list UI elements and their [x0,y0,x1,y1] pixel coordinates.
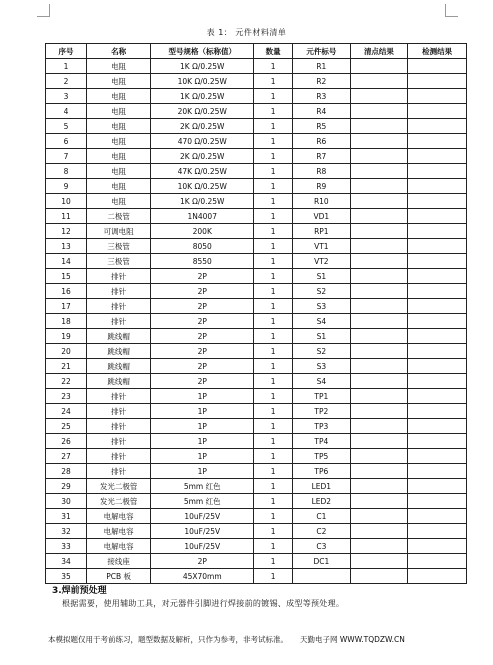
cell-name: 电阻 [86,104,150,119]
cell-ref: LED2 [293,494,351,509]
table-row [46,434,467,449]
cell-spec: 1P [151,464,254,479]
col-header-qty: 数量 [254,44,293,59]
cell-no: 2 [46,74,87,89]
cell-count-result [350,359,408,374]
cell-count-result [350,569,408,584]
cell-name: 电阻 [86,149,150,164]
section-title: 3.焊前预处理 [52,586,107,596]
cell-name: 电阻 [86,194,150,209]
table-row [46,299,467,314]
cell-spec: 1P [151,404,254,419]
cell-name: 电阻 [86,164,150,179]
cell-test-result [408,539,467,554]
table-row [46,554,467,569]
cell-test-result [408,554,467,569]
cell-ref: VD1 [293,209,351,224]
crop-mark-top-right [445,4,458,17]
cell-qty: 1 [254,194,293,209]
cell-count-result [350,59,408,74]
table-row [46,524,467,539]
cell-no: 14 [46,254,87,269]
cell-test-result [408,479,467,494]
cell-ref: VT2 [293,254,351,269]
cell-spec: 10uF/25V [151,509,254,524]
cell-no: 21 [46,359,87,374]
cell-count-result [350,389,408,404]
cell-no: 4 [46,104,87,119]
cell-qty: 1 [254,209,293,224]
table-row [46,314,467,329]
cell-qty: 1 [254,179,293,194]
cell-ref: S4 [293,374,351,389]
cell-no: 3 [46,89,87,104]
cell-test-result [408,254,467,269]
table-row [46,569,467,584]
cell-qty: 1 [254,434,293,449]
cell-test-result [408,434,467,449]
table-row [46,179,467,194]
cell-spec: 200K [151,224,254,239]
cell-test-result [408,299,467,314]
cell-qty: 1 [254,449,293,464]
cell-no: 29 [46,479,87,494]
crop-mark-top-left [37,4,50,17]
cell-spec: 2P [151,284,254,299]
cell-spec: 20K Ω/0.25W [151,104,254,119]
cell-qty: 1 [254,134,293,149]
cell-ref: R10 [293,194,351,209]
cell-test-result [408,344,467,359]
table-row [46,509,467,524]
cell-qty: 1 [254,569,293,584]
cell-ref: S1 [293,329,351,344]
table-row [46,119,467,134]
table-row [46,74,467,89]
cell-qty: 1 [254,239,293,254]
cell-name: PCB 板 [86,569,150,584]
cell-no: 32 [46,524,87,539]
cell-qty: 1 [254,149,293,164]
cell-count-result [350,209,408,224]
cell-spec: 1P [151,419,254,434]
table-row [46,104,467,119]
cell-test-result [408,449,467,464]
table-row [46,89,467,104]
cell-spec: 2P [151,359,254,374]
cell-ref: S1 [293,269,351,284]
cell-test-result [408,59,467,74]
cell-name: 排针 [86,389,150,404]
cell-test-result [408,89,467,104]
cell-name: 排针 [86,284,150,299]
cell-spec: 2K Ω/0.25W [151,119,254,134]
cell-name: 跳线帽 [86,344,150,359]
cell-test-result [408,329,467,344]
col-header-spec: 型号规格（标称值） [151,44,254,59]
table-row [46,224,467,239]
cell-spec: 470 Ω/0.25W [151,134,254,149]
cell-count-result [350,299,408,314]
cell-name: 三极管 [86,239,150,254]
table-row [46,479,467,494]
cell-ref: TP3 [293,419,351,434]
cell-spec: 10uF/25V [151,524,254,539]
cell-no: 33 [46,539,87,554]
cell-no: 22 [46,374,87,389]
cell-count-result [350,539,408,554]
table-row [46,269,467,284]
cell-count-result [350,494,408,509]
cell-count-result [350,89,408,104]
cell-test-result [408,494,467,509]
cell-test-result [408,104,467,119]
cell-ref: TP5 [293,449,351,464]
cell-name: 发光二极管 [86,494,150,509]
cell-spec: 2P [151,329,254,344]
component-list-table [45,43,467,584]
cell-no: 35 [46,569,87,584]
cell-qty: 1 [254,59,293,74]
cell-test-result [408,419,467,434]
cell-test-result [408,509,467,524]
cell-ref: R1 [293,59,351,74]
cell-test-result [408,284,467,299]
cell-ref: R6 [293,134,351,149]
col-header-no: 序号 [46,44,87,59]
cell-test-result [408,119,467,134]
cell-ref: R2 [293,74,351,89]
cell-ref: TP4 [293,434,351,449]
cell-ref: S3 [293,299,351,314]
cell-spec: 1P [151,434,254,449]
cell-spec: 2P [151,269,254,284]
cell-test-result [408,179,467,194]
cell-no: 13 [46,239,87,254]
cell-name: 电阻 [86,89,150,104]
cell-ref: C3 [293,539,351,554]
cell-name: 电阻 [86,119,150,134]
cell-no: 34 [46,554,87,569]
cell-qty: 1 [254,89,293,104]
cell-qty: 1 [254,299,293,314]
cell-ref: R4 [293,104,351,119]
cell-spec: 10uF/25V [151,539,254,554]
cell-no: 17 [46,299,87,314]
cell-no: 8 [46,164,87,179]
cell-name: 电阻 [86,74,150,89]
cell-no: 9 [46,179,87,194]
cell-name: 电阻 [86,59,150,74]
cell-count-result [350,524,408,539]
cell-name: 三极管 [86,254,150,269]
footer-note: 本模拟题仅用于考前练习，题型数据及解析，只作为参考，非考试标准。 [48,635,288,644]
cell-count-result [350,374,408,389]
cell-qty: 1 [254,254,293,269]
cell-qty: 1 [254,359,293,374]
table-row [46,59,467,74]
cell-name: 排针 [86,269,150,284]
cell-count-result [350,434,408,449]
cell-spec: 1K Ω/0.25W [151,59,254,74]
cell-qty: 1 [254,344,293,359]
cell-count-result [350,344,408,359]
cell-name: 电阻 [86,179,150,194]
table-row [46,344,467,359]
cell-count-result [350,239,408,254]
cell-spec: 2P [151,344,254,359]
cell-ref: TP1 [293,389,351,404]
table-row [46,209,467,224]
cell-name: 电解电容 [86,539,150,554]
cell-name: 跳线帽 [86,329,150,344]
cell-ref: R3 [293,89,351,104]
cell-spec: 2P [151,554,254,569]
cell-count-result [350,419,408,434]
table-caption: 表 1： 元件材料清单 [206,28,287,37]
cell-qty: 1 [254,539,293,554]
table-row [46,539,467,554]
cell-name: 接线座 [86,554,150,569]
cell-name: 排针 [86,434,150,449]
cell-test-result [408,314,467,329]
cell-qty: 1 [254,524,293,539]
cell-qty: 1 [254,269,293,284]
cell-count-result [350,179,408,194]
cell-count-result [350,554,408,569]
cell-ref: TP2 [293,404,351,419]
cell-name: 排针 [86,299,150,314]
cell-no: 27 [46,449,87,464]
cell-test-result [408,569,467,584]
col-header-test-result: 检测结果 [408,44,467,59]
cell-no: 5 [46,119,87,134]
cell-spec: 2P [151,299,254,314]
cell-count-result [350,404,408,419]
cell-qty: 1 [254,119,293,134]
cell-qty: 1 [254,164,293,179]
cell-spec: 2K Ω/0.25W [151,149,254,164]
cell-ref: RP1 [293,224,351,239]
cell-ref: R5 [293,119,351,134]
cell-name: 排针 [86,314,150,329]
cell-count-result [350,449,408,464]
section-text: 根据需要，使用辅助工具，对元器件引脚进行焊接前的镀锡、成型等预处理。 [62,599,345,608]
col-header-count-result: 清点结果 [350,44,408,59]
col-header-ref: 元件标号 [293,44,351,59]
cell-no: 24 [46,404,87,419]
cell-ref: S4 [293,314,351,329]
cell-test-result [408,524,467,539]
cell-spec: 1P [151,449,254,464]
cell-qty: 1 [254,329,293,344]
cell-spec: 1N4007 [151,209,254,224]
cell-count-result [350,254,408,269]
table-row [46,164,467,179]
cell-count-result [350,104,408,119]
cell-no: 19 [46,329,87,344]
cell-name: 二极管 [86,209,150,224]
table-row [46,374,467,389]
cell-qty: 1 [254,554,293,569]
table-row [46,254,467,269]
cell-name: 电阻 [86,134,150,149]
table-row [46,284,467,299]
col-header-name: 名称 [86,44,150,59]
cell-qty: 1 [254,314,293,329]
cell-ref: S2 [293,344,351,359]
cell-name: 排针 [86,464,150,479]
cell-count-result [350,509,408,524]
page-footer [48,634,405,645]
cell-test-result [408,74,467,89]
cell-test-result [408,464,467,479]
cell-count-result [350,119,408,134]
table-row [46,359,467,374]
cell-qty: 1 [254,464,293,479]
cell-name: 电解电容 [86,524,150,539]
cell-no: 16 [46,284,87,299]
cell-spec: 1K Ω/0.25W [151,89,254,104]
table-header-row [46,44,467,59]
cell-qty: 1 [254,74,293,89]
cell-name: 排针 [86,449,150,464]
cell-ref: LED1 [293,479,351,494]
table-row [46,239,467,254]
cell-ref: S3 [293,359,351,374]
cell-ref: DC1 [293,554,351,569]
cell-spec: 5mm 红色 [151,479,254,494]
cell-spec: 2P [151,374,254,389]
cell-test-result [408,404,467,419]
cell-ref: C2 [293,524,351,539]
cell-no: 12 [46,224,87,239]
cell-qty: 1 [254,404,293,419]
cell-ref: S2 [293,284,351,299]
cell-test-result [408,269,467,284]
cell-qty: 1 [254,224,293,239]
cell-no: 6 [46,134,87,149]
cell-count-result [350,194,408,209]
table-row [46,329,467,344]
cell-qty: 1 [254,284,293,299]
cell-spec: 10K Ω/0.25W [151,179,254,194]
cell-name: 排针 [86,404,150,419]
cell-no: 1 [46,59,87,74]
cell-ref [293,569,351,584]
cell-ref: R7 [293,149,351,164]
cell-count-result [350,284,408,299]
cell-spec: 10K Ω/0.25W [151,74,254,89]
table-row [46,464,467,479]
cell-test-result [408,209,467,224]
cell-name: 跳线帽 [86,374,150,389]
cell-spec: 2P [151,314,254,329]
table-row [46,194,467,209]
cell-qty: 1 [254,389,293,404]
cell-count-result [350,464,408,479]
cell-qty: 1 [254,494,293,509]
cell-ref: TP6 [293,464,351,479]
cell-qty: 1 [254,104,293,119]
cell-spec: 5mm 红色 [151,494,254,509]
table-body [46,59,467,584]
cell-test-result [408,359,467,374]
cell-no: 26 [46,434,87,449]
cell-qty: 1 [254,479,293,494]
cell-name: 排针 [86,419,150,434]
cell-no: 23 [46,389,87,404]
cell-no: 15 [46,269,87,284]
table-row [46,149,467,164]
cell-no: 11 [46,209,87,224]
cell-test-result [408,149,467,164]
cell-test-result [408,239,467,254]
cell-test-result [408,224,467,239]
cell-count-result [350,329,408,344]
cell-count-result [350,74,408,89]
cell-count-result [350,164,408,179]
cell-name: 电解电容 [86,509,150,524]
cell-spec: 1P [151,389,254,404]
cell-no: 10 [46,194,87,209]
cell-test-result [408,374,467,389]
cell-spec: 45X70mm [151,569,254,584]
table-row [46,389,467,404]
table-row [46,404,467,419]
cell-name: 发光二极管 [86,479,150,494]
cell-spec: 47K Ω/0.25W [151,164,254,179]
cell-ref: R9 [293,179,351,194]
cell-no: 31 [46,509,87,524]
cell-spec: 1K Ω/0.25W [151,194,254,209]
cell-test-result [408,194,467,209]
table-row [46,419,467,434]
cell-no: 25 [46,419,87,434]
cell-count-result [350,134,408,149]
cell-name: 可调电阻 [86,224,150,239]
cell-spec: 8050 [151,239,254,254]
cell-test-result [408,389,467,404]
cell-no: 18 [46,314,87,329]
cell-ref: C1 [293,509,351,524]
footer-site: 天勤电子网 WWW.TQDZW.CN [300,635,405,644]
table-row [46,134,467,149]
cell-count-result [350,149,408,164]
cell-test-result [408,164,467,179]
cell-no: 30 [46,494,87,509]
cell-ref: R8 [293,164,351,179]
cell-spec: 8550 [151,254,254,269]
table-row [46,494,467,509]
cell-no: 7 [46,149,87,164]
cell-count-result [350,479,408,494]
table-row [46,449,467,464]
cell-count-result [350,269,408,284]
cell-ref: VT1 [293,239,351,254]
cell-no: 28 [46,464,87,479]
cell-qty: 1 [254,374,293,389]
cell-qty: 1 [254,419,293,434]
cell-count-result [350,224,408,239]
cell-count-result [350,314,408,329]
cell-qty: 1 [254,509,293,524]
cell-name: 跳线帽 [86,359,150,374]
cell-no: 20 [46,344,87,359]
cell-test-result [408,134,467,149]
